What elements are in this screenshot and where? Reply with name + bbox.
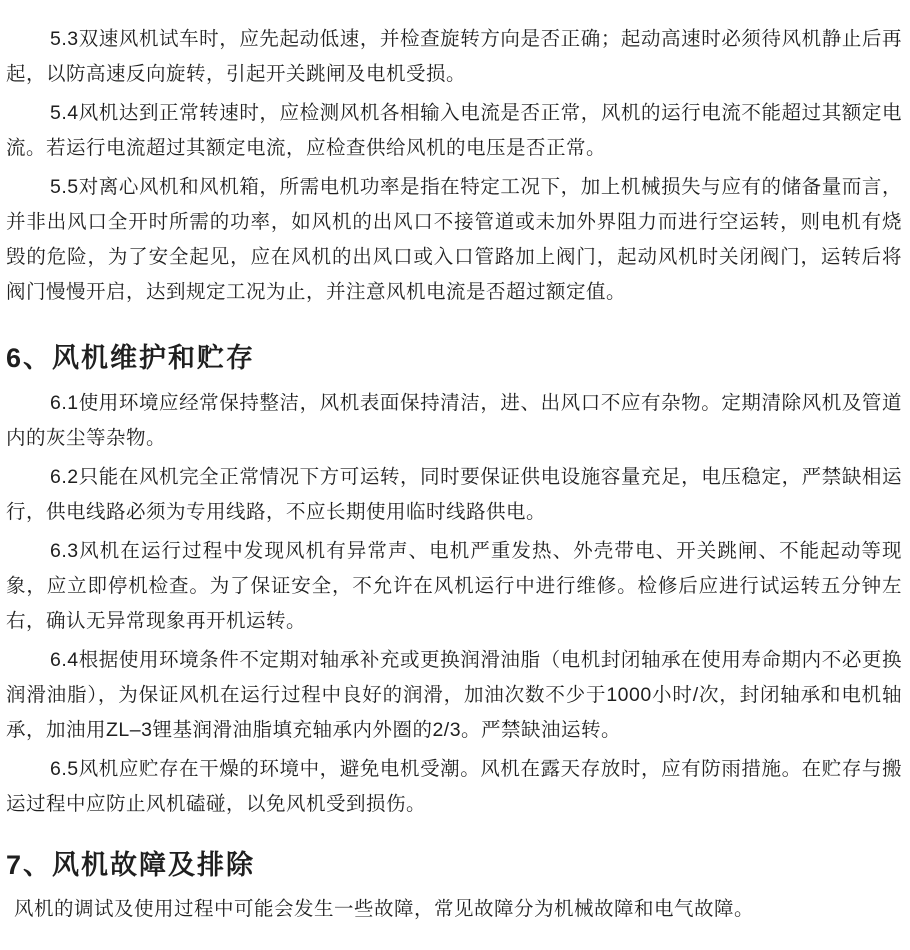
paragraph-6-3: 6.3风机在运行过程中发现风机有异常声、电机严重发热、外壳带电、开关跳闸、不能起动等现象，应立即停机检查。为了保证安全，不允许在风机运行中进行维修。检修后应进行试运转五分钟左右，确认无异常现象再开机运转。 — [6, 540, 902, 632]
paragraph-7-intro: 风机的调试及使用过程中可能会发生一些故障，常见故障分为机械故障和电气故障。 — [14, 898, 755, 920]
paragraph-5-3: 5.3双速风机试车时，应先起动低速，并检查旋转方向是否正确；起动高速时必须待风机静止后再起，以防高速反向旋转，引起开关跳闸及电机受损。 — [6, 28, 902, 85]
paragraph-5-5: 5.5对离心风机和风机箱，所需电机功率是指在特定工况下，加上机械损失与应有的储备量而言，并非出风口全开时所需的功率，如风机的出风口不接管道或未加外界阻力而进行空运转，则电机有烧毁的危险，为了安全起见，应在风机的出风口或入口管路加上阀门，起动风机时关闭阀门，运转后将阀门慢慢开启，达到规定工况为止，并注意风机电流是否超过额定值。 — [6, 176, 902, 303]
section-heading-7: 7、风机故障及排除 — [6, 850, 256, 880]
paragraph-6-2: 6.2只能在风机完全正常情况下方可运转，同时要保证供电设施容量充足，电压稳定，严禁缺相运行，供电线路必须为专用线路，不应长期使用临时线路供电。 — [6, 466, 902, 523]
paragraph-6-1: 6.1使用环境应经常保持整洁，风机表面保持清洁，进、出风口不应有杂物。定期清除风机及管道内的灰尘等杂物。 — [6, 392, 902, 449]
paragraph-6-5: 6.5风机应贮存在干燥的环境中，避免电机受潮。风机在露天存放时，应有防雨措施。在贮存与搬运过程中应防止风机磕碰，以免风机受到损伤。 — [6, 758, 902, 815]
section-heading-6: 6、风机维护和贮存 — [6, 343, 256, 373]
paragraph-5-4: 5.4风机达到正常转速时，应检测风机各相输入电流是否正常，风机的运行电流不能超过其额定电流。若运行电流超过其额定电流，应检查供给风机的电压是否正常。 — [6, 102, 902, 159]
paragraph-6-4: 6.4根据使用环境条件不定期对轴承补充或更换润滑油脂（电机封闭轴承在使用寿命期内不必更换润滑油脂），为保证风机在运行过程中良好的润滑，加油次数不少于1000小时/次，封闭轴承和电机轴承，加油用ZL–3锂基润滑油脂填充轴承内外圈的2/3。严禁缺油运转。 — [6, 649, 902, 741]
